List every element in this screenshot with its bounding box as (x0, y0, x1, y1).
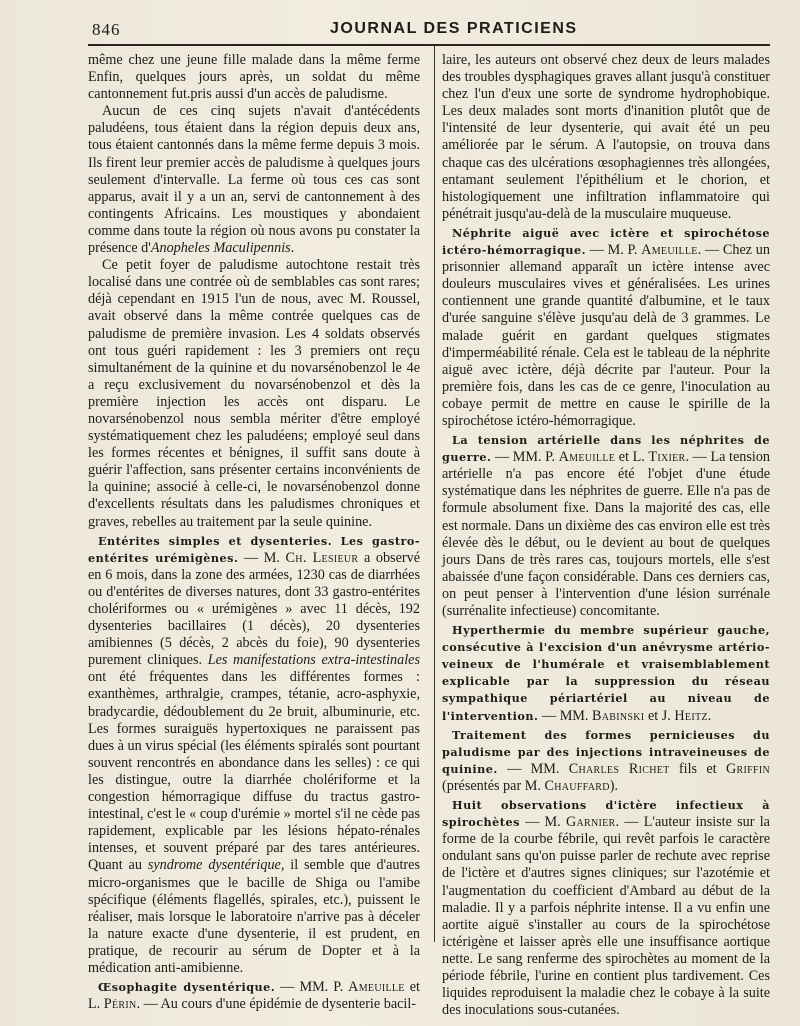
left-column (88, 52, 420, 1013)
header-rule (88, 44, 770, 46)
entry-hyperthermie: Hyperthermie du membre supérieur gauche, consécutive à l'excision d'un anévrysme artério-veineux de l'humérale et vraisemblablement explicable par la suppression du réseau sympathique périartériel au niveau de l'intervention. — MM. Babinski et J. Heitz. (442, 623, 770, 724)
author-name: Ameuille (641, 242, 698, 259)
author-name: Garnier (565, 814, 616, 831)
author-name: Charles Richet (568, 760, 670, 777)
entry-heading: Huit observations d'ictère infectieux à spirochètes (442, 798, 770, 830)
entry-heading: Traitement des formes pernicieuses du paludisme par des injections intraveineuses de quinine. (442, 727, 770, 776)
entry-oesophagite: Œsophagite dysentérique. — MM. P. Ameuille et L. Périn. — Au cours d'une épidémie de dysenterie bacil- (88, 979, 420, 1013)
author-name: Ch. Lesieur (285, 549, 359, 566)
entry-heading: Entérites simples et dysenteries. Les gastro-entérites urémigènes. (88, 533, 420, 565)
author-name: Chauffard (544, 777, 610, 794)
page-header (60, 14, 770, 44)
author-name: Ameuille (558, 449, 616, 466)
italic-species: Anopheles Maculipennis (150, 240, 291, 257)
entry-enterites: Entérites simples et dysenteries. Les gastro-entérites urémigènes. — M. Ch. Lesieur a observé en 6 mois, dans la zone des armées, 1230 cas de diarrhées ou d'entérites de diverses natures, dont 33 gastro-entérites cholériformes ou « urémigènes » avec 11 décès, 192 dysenteries bacillaires (1 décès), 20 dysenteries amibiennes (5 décès, 2 abcès du foie), 90 dysenteries purement cliniques. Les manifestations extra-intestinales ont été fréquentes dans les différentes formes : exanthèmes, arthralgie, crampes, tétanie, acro-asphyxie, bradycardie, dédoublement du 2e bruit, albuminurie, etc. Les formes suraiguës hypertoxiques ne paraissent pas dues à un virus spécial (les éléments spiralés sont pourtant souvent rencontrés en abondance dans les selles) : ce qui les distingue, outre la diarrhée cholériforme et la congestion hémorragique diffuse du tractus gastro-intestinal, c'est le « coup d'urémie » mortel s'il ne cède pas rapidement, explicable par les lésions hépato-rénales intenses, et souvent préparé par des tares antérieures. Quant au syndrome dysentérique, il semble que d'autres micro-organismes que le bacille de Shiga ou l'amibe spécifique (éléments flagellés, spirales, etc.), puissent le réaliser, mais lorsque le laboratoire n'arrive pas à déceler la nature exacte d'une dysenterie, il est prudent, en pratique, de recourir au sérum de Dopter et à la médication anti-amibienne. (88, 533, 420, 976)
author-name: Ameuille (348, 979, 405, 996)
author-name: Tixier (648, 449, 686, 466)
paragraph: même chez une jeune fille malade dans la même ferme Enfin, quelques jours après, un soldat du même cantonnement fut.pris aussi d'un accès de paludisme. (88, 52, 420, 103)
entry-heading: Œsophagite dysentérique. (98, 980, 276, 995)
entry-ictere: Huit observations d'ictère infectieux à spirochètes — M. Garnier. — L'auteur insiste sur la forme de la courbe fébrile, qui revêt parfois le caractère ondulant sans qu'on puisse parler de rechute avec reprise de l'ictère et d'autres signes cliniques; sur l'azotémie et l'augmentation du coefficient d'Ambard au début de la maladie. Il y a parfois néphrite intense. Il a vu enfin une aortite aiguë s'installer au cours de la spirochétose ictérigène et laisser après elle une insuffisance aortique nette. Le sang renferme des spirochètes au moment de la période fébrile, l'urine en contient plus tardivement. Ces liquides reproduisent la maladie chez le cobaye à la suite des inoculations sous-cutanées. (442, 798, 770, 1019)
running-title: JOURNAL DES PRATICIENS (330, 20, 578, 37)
entry-paludisme: Traitement des formes pernicieuses du paludisme par des injections intraveineuses de quinine. — MM. Charles Richet fils et Griffin (présentés par M. Chauffard). (442, 727, 770, 794)
entry-heading: Néphrite aiguë avec ictère et spirochétose ictéro-hémorragique. (442, 225, 770, 258)
entry-nephrite: Néphrite aiguë avec ictère et spirochétose ictéro-hémorragique. — M. P. Ameuille. — Chez un prisonnier allemand apparaît un ictère intense avec douleurs musculaires vives et généralisées. Les urines contiennent une grande quantité d'albumine, et le taux d'urée sanguine s'élève jusqu'au delà de 3 grammes. Le malade guérit en gardant quelques stigmates d'imperméabilité rénale. Cela est le tableau de la néphrite aiguë avec ictère, déjà décrite par l'auteur. Pour la première fois, dans les cas de ce genre, l'inoculation au cobaye permit de mettre en cause le spirille de la spirochétose ictéro-hémorragique. (442, 225, 770, 429)
author-name: Babinski (592, 707, 645, 724)
entry-tension: La tension artérielle dans les néphrites de guerre. — MM. P. Ameuille et L. Tixier. — La tension artérielle n'a pas encore été l'objet d'une étude systématique dans les néphrites de guerre. Elle n'a pas de formule absolument fixe. Dans la majorité des cas, elle est normale. Dans un dixième des cas environ elle est très élevée dès le début, ou le devient au bout de quelques jours Dans de très rares cas, toujours mortels, elle s'est abaissée d'une façon considérable. Dans ces derniers cas, on peut penser à l'intervention d'une lésion surrénale (surrénalite infectieuse) concomitante. (442, 433, 771, 619)
paragraph: Ce petit foyer de paludisme autochtone restait très localisé dans une contrée où de semblables cas sont rares; déjà cependant en 1915 l'un de nous, avec M. Roussel, avait observé dans la même contrée quelques cas de paludisme de première invasion. Les 4 soldats observés ont tous guéri rapidement : les 3 premiers ont reçu simultanément de la quinine et du novarsénobenzol le 4e a reçu exclusivement du novarsénobenzol et dès la première injection les accès ont disparu. Le novarsénobenzol nous sembla mériter d'être employé systématiquement chez les paludéens; employé seul dans les formes récentes et bénignes, il suffit sans doute à guérir l'affection, sans présenter certains inconvénients de la quinine; associé à celle-ci, le novarsénobenzol donne d'excellents résultats dans les paludismes chroniques et graves, rebelles au traitement par la seule quinine. (88, 257, 420, 530)
entry-heading: La tension artérielle dans les néphrites de guerre. (442, 433, 770, 465)
paragraph: Aucun de ces cinq sujets n'avait d'antécédents paludéens, tous étaient dans la région depuis deux ans, tous étaient cantonnés dans la même ferme depuis 3 mois. Ils firent leur premier accès de paludisme à quelques jours seulement d'intervalle. La ferme où tous ces cas sont apparus, avait il y a un an, servi de cantonnement à des contingents Africains. Les moustiques y abondaient comme dans toute la région où nous avons pu constater la présence d'Anopheles Maculipennis. (88, 103, 420, 257)
entry-heading: Hyperthermie du membre supérieur gauche, consécutive à l'excision d'un anévrysme artério-veineux de l'humérale et vraisemblablement explicable par la suppression du réseau sympathique périartériel au niveau de l'intervention. (442, 623, 770, 723)
paragraph: laire, les auteurs ont observé chez deux de leurs malades des troubles dysphagiques graves allant jusqu'à constituer chez l'un d'eux une sorte de syndrome hydrophobique. Les deux malades sont morts d'inanition plutôt que de l'intensité de leur dysenterie, qui avait été un peu améliorée par le sérum. A l'autopsie, on trouva dans chaque cas des ulcérations œsophagiennes très allongées, entamant seulement l'épithélium et le chorion, et histologiquement une infiltration inflammatoire qui pénétrait jusqu'au-delà de la musculaire muqueuse. (442, 52, 770, 222)
author-name: Griffin (725, 760, 770, 777)
right-column (442, 52, 770, 1019)
author-name: Heitz (674, 707, 708, 724)
author-name: Périn (103, 996, 137, 1013)
column-divider (434, 46, 435, 942)
page-number: 846 (92, 20, 121, 39)
